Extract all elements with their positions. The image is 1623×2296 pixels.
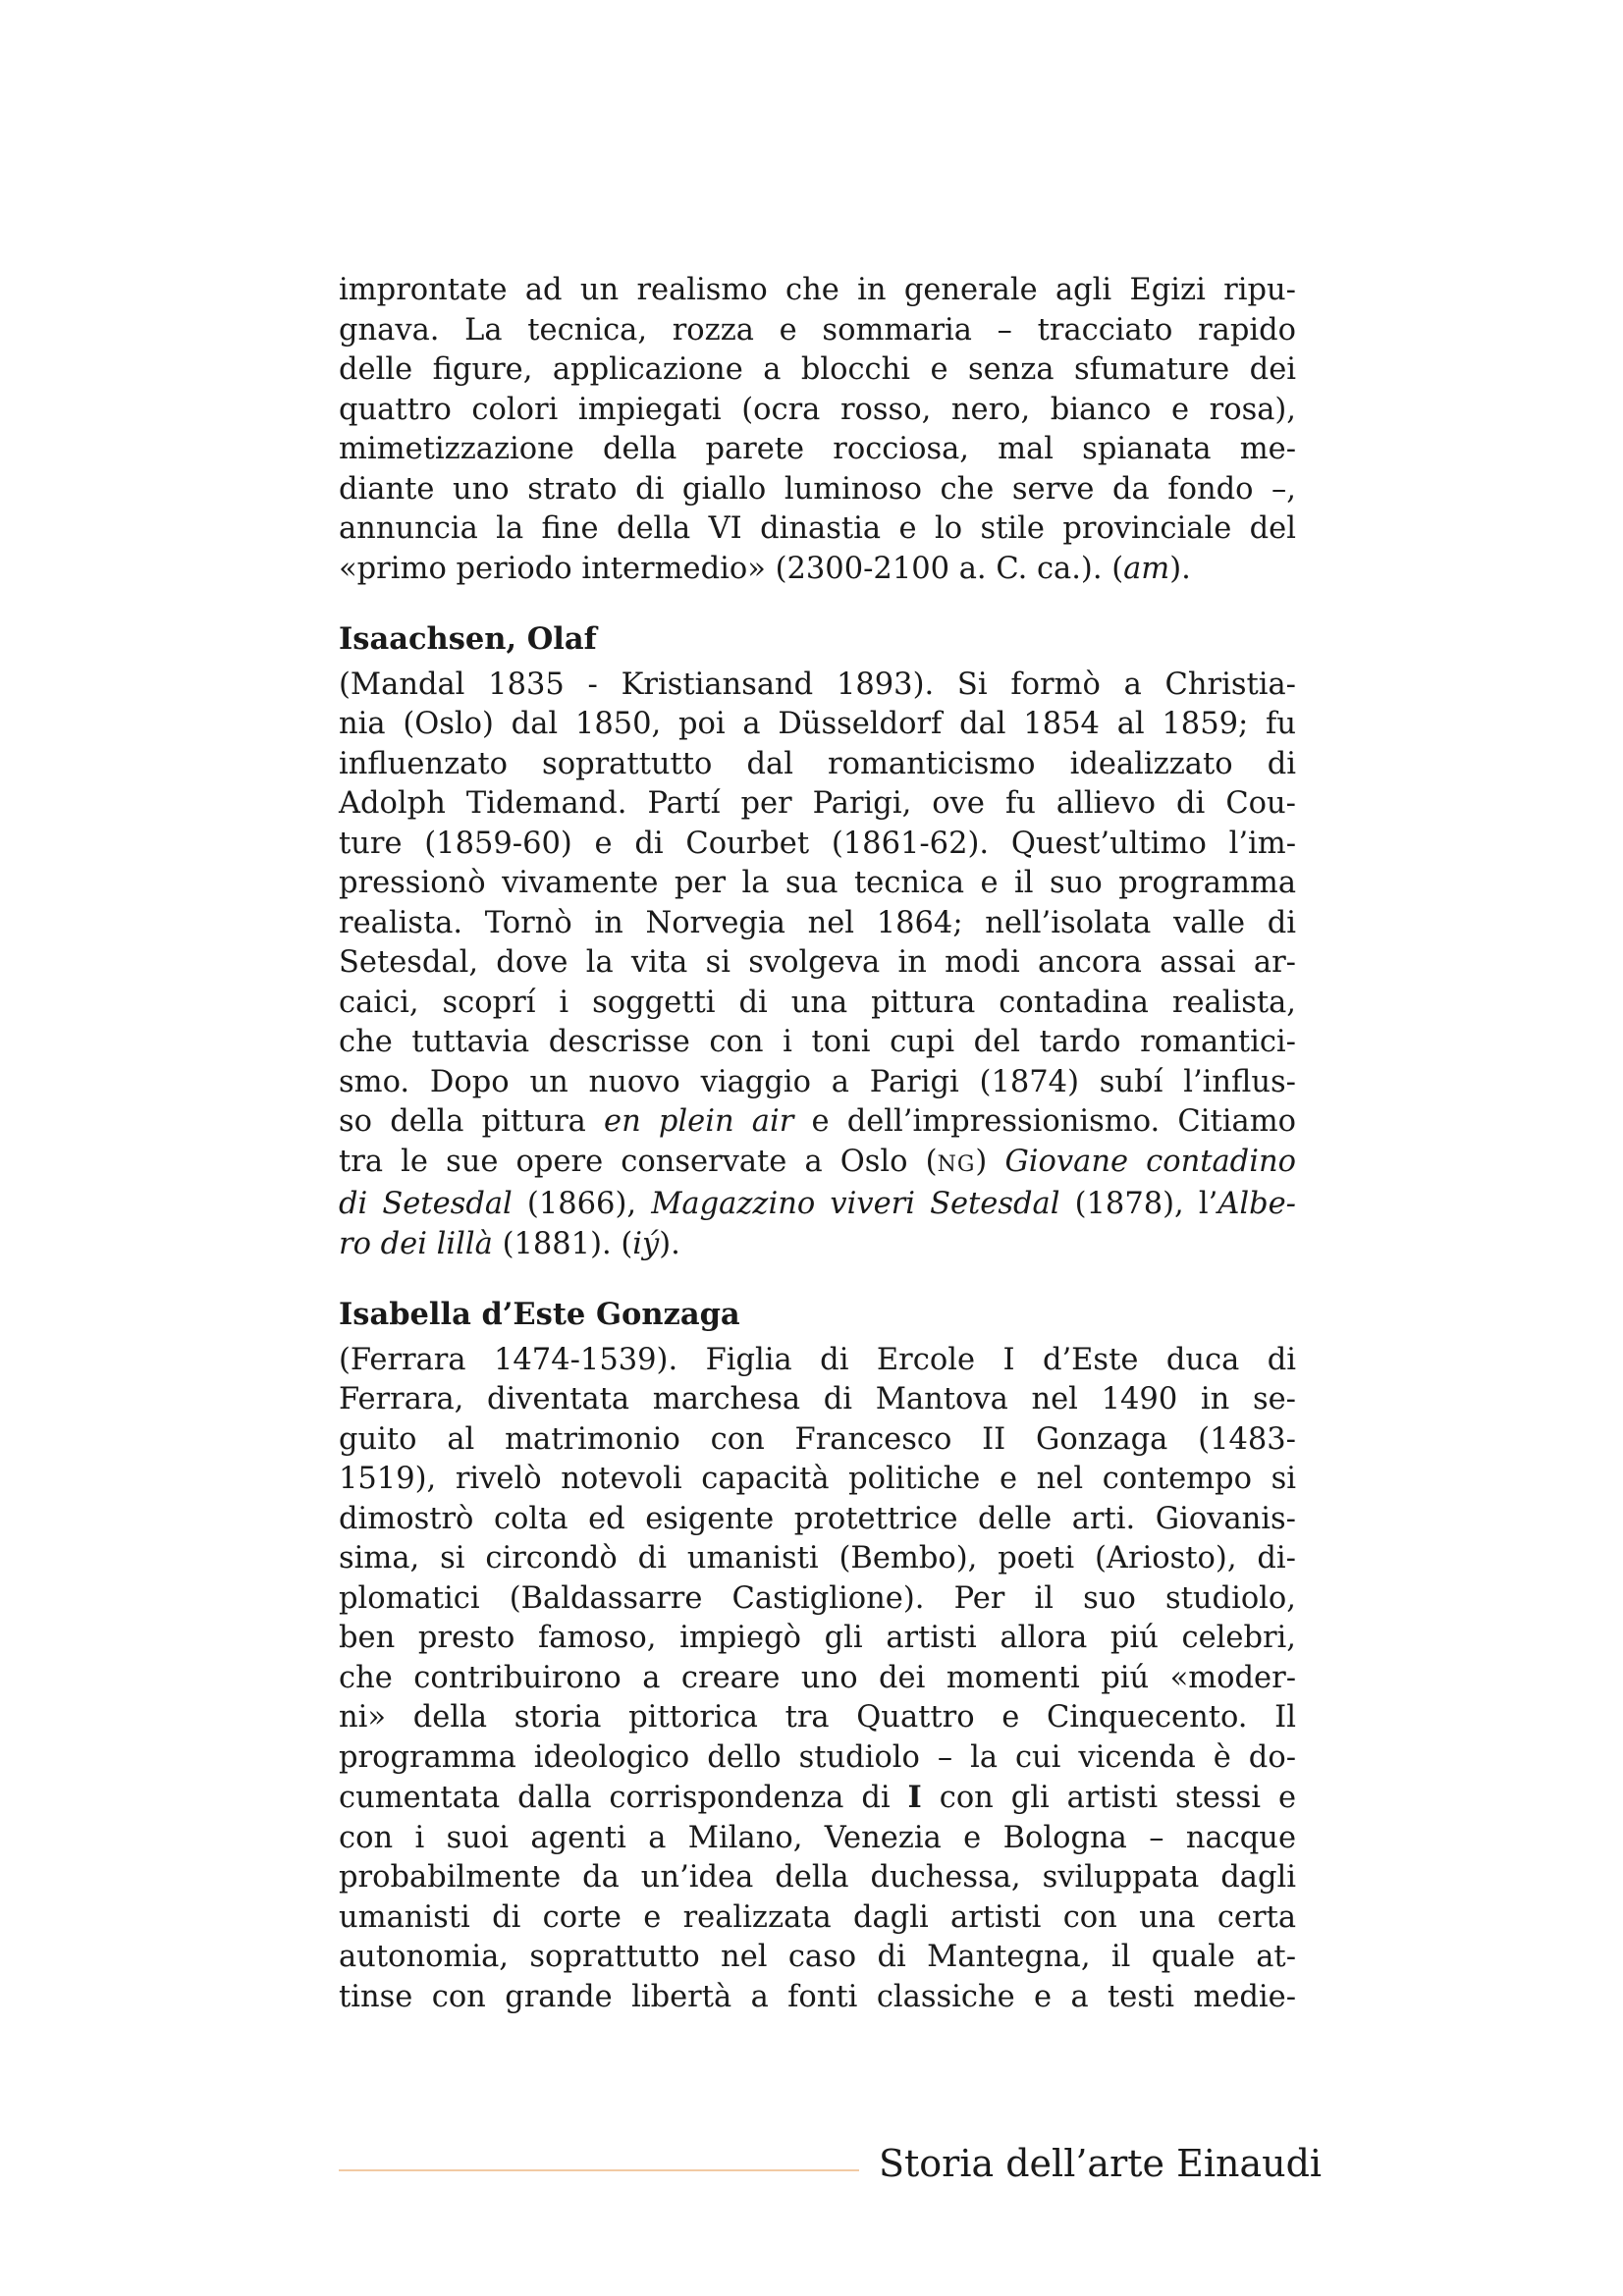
text-line: autonomia, soprattutto nel caso di Mantegna, il quale at-	[339, 1940, 1296, 1974]
text-line: mimetizzazione della parete rocciosa, mal spianata me-	[339, 432, 1296, 466]
text-line: caici, scoprí i soggetti di una pittura contadina realista,	[339, 985, 1296, 1020]
text-fragment: so della pittura	[339, 1104, 605, 1139]
text-fragment: ).	[1169, 551, 1191, 586]
text-line	[339, 1143, 1296, 1186]
artwork-title: ro dei lillà	[339, 1226, 493, 1261]
entry-heading-isaachsen: Isaachsen, Olaf	[339, 621, 597, 657]
text-line: delle figure, applicazione a blocchi e senza sfumature dei	[339, 352, 1296, 387]
text-line: gnava. La tecnica, rozza e sommaria – tracciato rapido	[339, 312, 1296, 347]
text-line: probabilmente da un’idea della duchessa, sviluppata dagli	[339, 1860, 1296, 1895]
text-line: umanisti di corte e realizzata dagli artisti con una certa	[339, 1899, 1296, 1935]
text-line: annuncia la fine della VI dinastia e lo stile provinciale del	[339, 511, 1296, 546]
text-line: dimostrò colta ed esigente protettrice delle arti. Giovanis-	[339, 1501, 1296, 1536]
text-line: pressionò vivamente per la sua tecnica e il suo programma	[339, 866, 1296, 900]
text-fragment: (1878), l’	[1059, 1187, 1218, 1221]
footer-title: Storia dell’arte Einaudi	[879, 2142, 1323, 2185]
text-line: tinse con grande libertà a fonti classiche e a testi medie-	[339, 1979, 1296, 2014]
text-line: ben presto famoso, impiegò gli artisti allora piú celebri,	[339, 1621, 1296, 1655]
text-line	[339, 1102, 1296, 1143]
museum-abbrev: NG	[937, 1151, 976, 1177]
text-line	[339, 550, 1296, 590]
text-line: programma ideologico dello studiolo – la cui vicenda è do-	[339, 1739, 1296, 1775]
text-fragment: ).	[659, 1226, 680, 1261]
text-fragment: (1866),	[512, 1187, 652, 1221]
text-line: plomatici (Baldassarre Castiglione). Per il suo studiolo,	[339, 1580, 1296, 1616]
text-fragment: e dell’impressionismo. Citiamo	[793, 1104, 1296, 1139]
text-fragment: )	[975, 1144, 1005, 1179]
text-line: ni» della storia pittorica tra Quattro e Cinquecento. Il	[339, 1700, 1296, 1735]
artwork-title: Giovane contadino	[1004, 1144, 1296, 1179]
author-initials: iý	[632, 1226, 660, 1261]
artwork-title: di Setesdal	[339, 1187, 513, 1221]
text-line: ture (1859-60) e di Courbet (1861-62). Quest’ultimo l’im-	[339, 826, 1296, 861]
text-line: Ferrara, diventata marchesa di Mantova nel 1490 in se-	[339, 1382, 1296, 1416]
text-line: smo. Dopo un nuovo viaggio a Parigi (1874) subí l’influs-	[339, 1064, 1296, 1099]
text-line: improntate ad un realismo che in generale agli Egizi ripu-	[339, 273, 1296, 307]
text-line: nia (Oslo) dal 1850, poi a Düsseldorf dal 1854 al 1859; fu	[339, 707, 1296, 741]
text-line: influenzato soprattutto dal romanticismo idealizzato di	[339, 746, 1296, 781]
text-line: che contribuirono a creare uno dei momenti piú «moder-	[339, 1660, 1296, 1695]
text-line: Adolph Tidemand. Partí per Parigi, ove fu allievo di Cou-	[339, 786, 1296, 821]
text-line: (Mandal 1835 - Kristiansand 1893). Si formò a Christia-	[339, 667, 1296, 702]
text-fragment: «primo periodo intermedio» (2300-2100 a. C. ca.). (	[339, 551, 1124, 586]
text-fragment: con gli artisti stessi e	[921, 1781, 1296, 1815]
text-line: diante uno strato di giallo luminoso che serve da fondo –,	[339, 471, 1296, 507]
text-line	[339, 1225, 1296, 1265]
text-line: quattro colori impiegati (ocra rosso, nero, bianco e rosa),	[339, 392, 1296, 427]
text-line: con i suoi agenti a Milano, Venezia e Bologna – nacque	[339, 1820, 1296, 1855]
text-line	[339, 1185, 1296, 1225]
text-column	[339, 271, 1296, 2017]
intro-paragraph	[339, 271, 1296, 589]
text-line: realista. Tornò in Norvegia nel 1864; nell’isolata valle di	[339, 905, 1296, 940]
entry-body-isaachsen	[339, 666, 1296, 1265]
footer-rule	[339, 2169, 859, 2171]
artwork-title: Magazzino viveri Setesdal	[651, 1187, 1060, 1221]
entry-body-isabella	[339, 1341, 1296, 2018]
text-fragment: (1881). (	[492, 1226, 633, 1261]
text-line: 1519), rivelò notevoli capacità politiche e nel contempo si	[339, 1462, 1296, 1496]
text-fragment: cumentata dalla corrispondenza di	[339, 1781, 908, 1815]
text-line: sima, si circondò di umanisti (Bembo), poeti (Ariosto), di-	[339, 1541, 1296, 1575]
text-line: guito al matrimonio con Francesco II Gonzaga (1483-	[339, 1421, 1296, 1457]
artwork-title: Albe-	[1217, 1187, 1296, 1221]
text-line	[339, 1778, 1296, 1819]
text-line: Setesdal, dove la vita si svolgeva in modi ancora assai ar-	[339, 945, 1296, 980]
entry-heading-isabella: Isabella d’Este Gonzaga	[339, 1297, 740, 1332]
author-initials: am	[1123, 551, 1170, 586]
text-line: (Ferrara 1474-1539). Figlia di Ercole I d’Este duca di	[339, 1342, 1296, 1377]
text-fragment: tra le sue opere conservate a Oslo (	[339, 1144, 938, 1179]
subject-initial: I	[907, 1780, 922, 1815]
text-line: che tuttavia descrisse con i toni cupi del tardo romantici-	[339, 1025, 1296, 1059]
italic-term: en plein air	[604, 1104, 794, 1139]
